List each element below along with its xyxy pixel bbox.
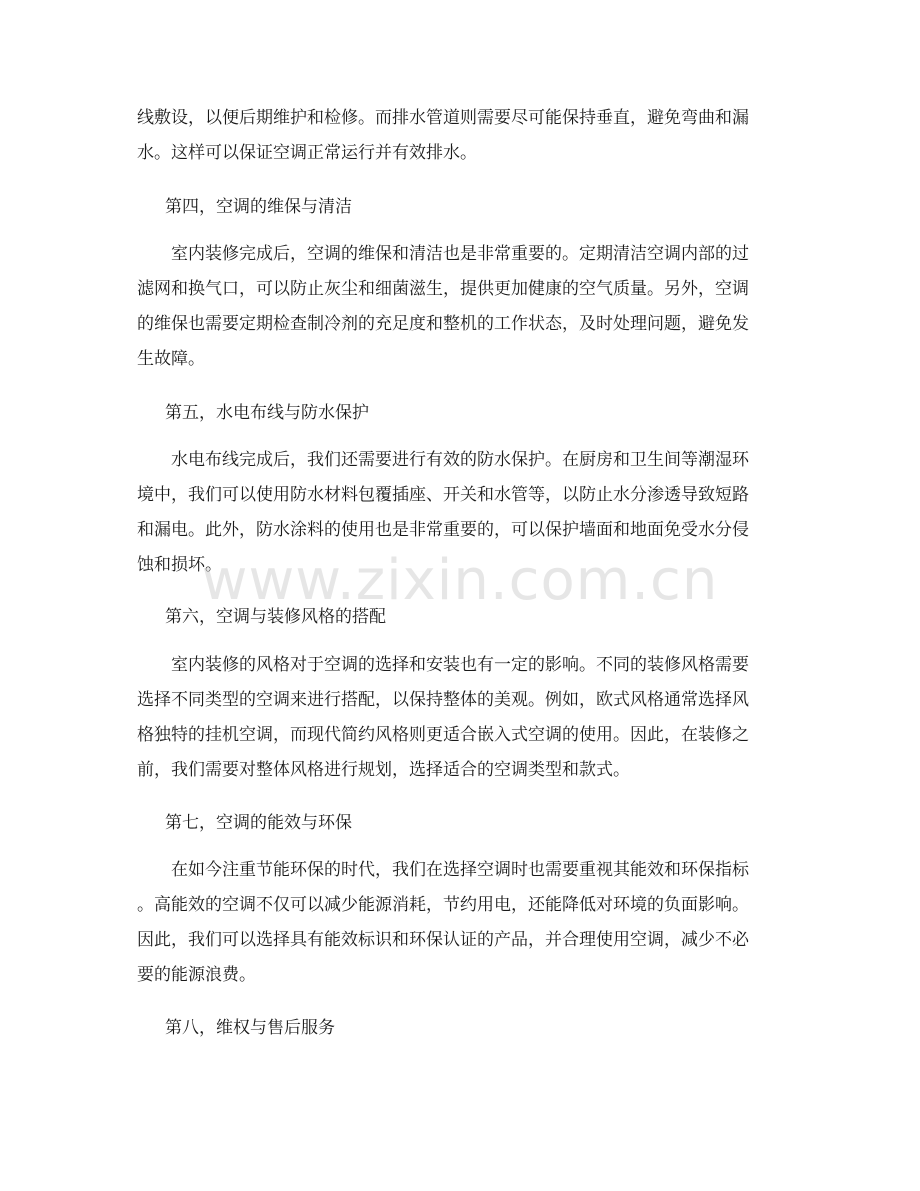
- text-line: 蚀和损坏。: [137, 555, 222, 575]
- watermark-text: www.zixin.com.cn: [201, 548, 719, 613]
- text-line: 线敷设，以便后期维护和检修。而排水管道则需要尽可能保持垂直，避免弯曲和漏: [137, 108, 749, 128]
- text-line: 水电布线完成后，我们还需要进行有效的防水保护。在厨房和卫生间等潮湿环: [137, 450, 749, 470]
- paragraph-maintenance: [137, 237, 783, 377]
- text-line: 水。这样可以保证空调正常运行并有效排水。: [137, 143, 477, 163]
- text-line: 选择不同类型的空调来进行搭配，以保持整体的美观。例如，欧式风格通常选择风: [137, 690, 749, 710]
- text-line: 的维保也需要定期检查制冷剂的充足度和整机的工作状态，及时处理问题，避免发: [137, 314, 749, 334]
- section-heading-6: 第六，空调与装修风格的搭配: [165, 607, 386, 627]
- text-line: 因此，我们可以选择具有能效标识和环保认证的产品，并合理使用空调，减少不必: [137, 930, 749, 950]
- text-line: 要的能源浪费。: [137, 965, 256, 985]
- paragraph-efficiency: [137, 853, 783, 993]
- paragraph-waterproof: [137, 443, 783, 583]
- section-heading-5: 第五，水电布线与防水保护: [165, 403, 369, 423]
- section-heading-4: 第四，空调的维保与清洁: [165, 197, 352, 217]
- text-line: 格独特的挂机空调，而现代简约风格则更适合嵌入式空调的使用。因此，在装修之: [137, 725, 749, 745]
- text-line: 。高能效的空调不仅可以减少能源消耗，节约用电，还能降低对环境的负面影响。: [137, 895, 749, 915]
- paragraph-drainage: [137, 101, 783, 171]
- section-heading-7: 第七，空调的能效与环保: [165, 813, 352, 833]
- text-line: 境中，我们可以使用防水材料包覆插座、开关和水管等，以防止水分渗透导致短路: [137, 485, 749, 505]
- text-line: 生故障。: [137, 349, 205, 369]
- text-line: 滤网和换气口，可以防止灰尘和细菌滋生，提供更加健康的空气质量。另外，空调: [137, 279, 749, 299]
- text-line: 室内装修的风格对于空调的选择和安装也有一定的影响。不同的装修风格需要: [137, 655, 749, 675]
- text-line: 室内装修完成后，空调的维保和清洁也是非常重要的。定期清洁空调内部的过: [137, 244, 749, 264]
- text-line: 前，我们需要对整体风格进行规划，选择适合的空调类型和款式。: [137, 760, 630, 780]
- paragraph-style: [137, 648, 783, 788]
- section-heading-8: 第八，维权与售后服务: [165, 1018, 335, 1038]
- text-line: 和漏电。此外，防水涂料的使用也是非常重要的，可以保护墙面和地面免受水分侵: [137, 520, 749, 540]
- text-line: 在如今注重节能环保的时代，我们在选择空调时也需要重视其能效和环保指标: [137, 860, 749, 880]
